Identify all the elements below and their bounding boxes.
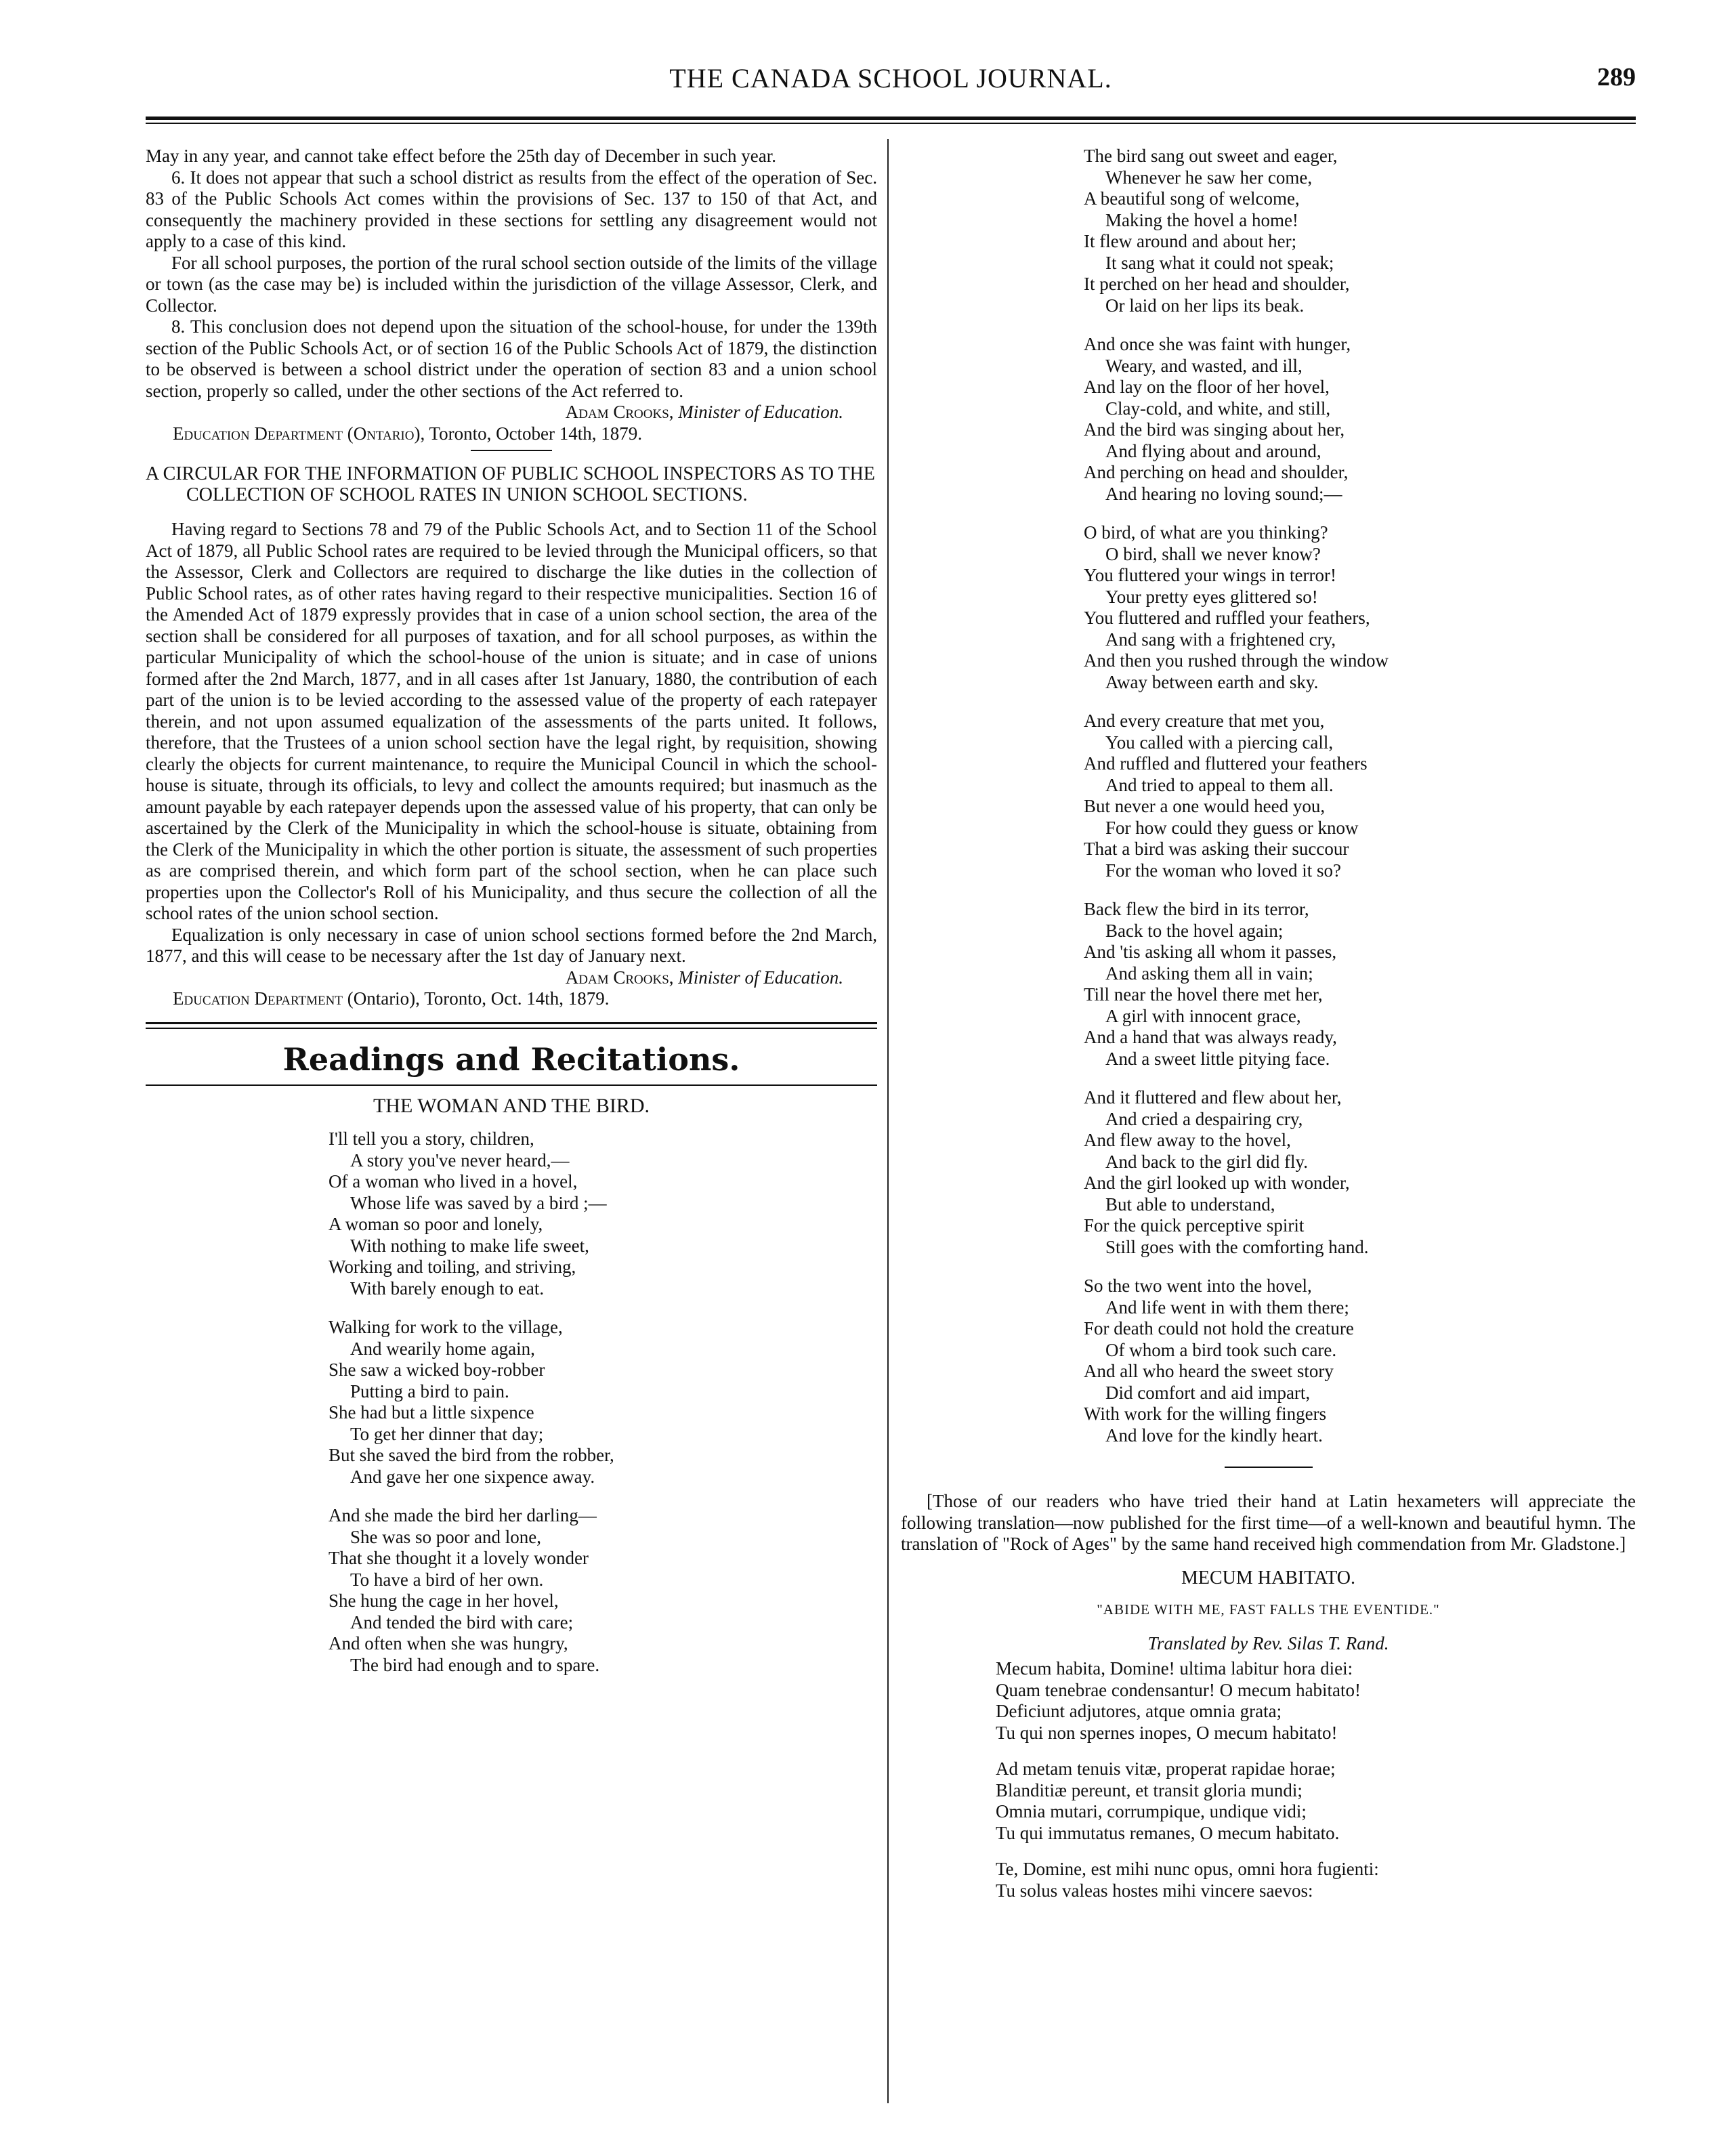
left-column bbox=[146, 146, 877, 1693]
stanza: Ad metam tenuis vitæ, properat rapidae horae; Blanditiæ pereunt, et transit gloria mundi; Omnia mutari, corrumpique, undique vidi; Tu qui immutatus remanes, O mecum habitato. bbox=[996, 1758, 1340, 1843]
section-title: Readings and Recitations. bbox=[282, 1040, 740, 1078]
journal-title: THE CANADA SCHOOL JOURNAL. bbox=[669, 63, 1112, 93]
department-line-2: Education Department (Ontario), Toronto, Oct. 14th, 1879. bbox=[173, 988, 610, 1009]
header-rule-thin bbox=[146, 123, 1636, 124]
circular-paragraph-1: Having regard to Sections 78 and 79 of the Public Schools Act, and to Section 11 of the School Act of 1879, all Public School rates are required to be levied through the Municipal officers, so that the Assessor, Clerk and Collectors are required to discharge the like duties in the collection of Public School rates, as of other rates having regard to their respective municipalities. Section 16 of the Amended Act of 1879 expressly provides that in case of a union school section, the area of the section shall be considered for all purposes of taxation, and for all school purposes, as within the particular Municipality of which the school-house of the union is situate; and in case of unions formed after the 2nd March, 1877, and in all cases after 1st January, 1880, the contribution of each part of the union is to be levied according to the assessed value of the property of each ratepayer therein, and not upon assumed equalization of the assessments of the parts united. It follows, therefore, that the Trustees of a union school section have the legal right, by requisition, showing clearly the objects for current maintenance, to require the Municipal Council in which the school-house is situate, through its officials, to levy and collect the amounts required; but inasmuch as the amount payable by each ratepayer depends upon the assessed value of his property, that can only be ascertained by the Clerk of the Municipality in which the school-house is situate, obtaining from the Clerk of the Municipality in which the other portion is situate, the assessment of such properties as are comprised therein, and which form part of the school section, when he can place such properties upon the Collector's Roll of his Municipality, and thus secure the collection of all the school rates of the union school section. bbox=[146, 519, 877, 923]
stanza: And she made the bird her darling— She was so poor and lone, That she thought it a lovely wonder To have a bird of her own. She hung the cage in her hovel, And tended the bird with care; And often when she was hungry, The bird had enough and to spare. bbox=[329, 1505, 600, 1675]
section-rule-top bbox=[146, 1022, 877, 1024]
paragraph-continued: May in any year, and cannot take effect before the 25th day of December in such year. bbox=[146, 146, 777, 166]
poem-right bbox=[1084, 146, 1636, 1446]
stanza: And it fluttered and flew about her, And cried a despairing cry, And flew away to the hovel, And back to the girl did fly. And the girl looked up with wonder, But able to understand, For the quick perceptive spirit Still goes with the comforting hand. bbox=[1084, 1087, 1369, 1257]
paragraph-school-purposes: For all school purposes, the portion of the rural school section outside of the limits of the village or town (as the case may be) is included within the jurisdiction of the village Assessor, Clerk, and Collector. bbox=[146, 252, 877, 316]
stanza: And once she was faint with hunger, Weary, and wasted, and ill, And lay on the floor of her hovel, Clay-cold, and white, and still, And the bird was singing about her, And flying about and around, And perching on head and shoulder, And hearing no loving sound;— bbox=[1084, 334, 1351, 504]
section-rule-bottom bbox=[146, 1084, 877, 1086]
stanza: So the two went into the hovel, And life went in with them there; For death could not hold the creature Of whom a bird took such care. And all who heard the sweet story Did comfort and aid impart, With work for the willing fingers And love for the kindly heart. bbox=[1084, 1276, 1354, 1446]
signature-name: Adam Crooks, bbox=[565, 402, 674, 422]
latin-subtitle: "ABIDE WITH ME, FAST FALLS THE EVENTIDE." bbox=[1097, 1601, 1440, 1618]
signature-title: Minister of Education. bbox=[678, 402, 843, 422]
stanza: Walking for work to the village, And wearily home again, She saw a wicked boy-robber Putting a bird to pain. She had but a little sixpence To get her dinner that day; But she saved the bird from the robber, And gave her one sixpence away. bbox=[329, 1317, 614, 1487]
stanza: Back flew the bird in its terror, Back to the hovel again; And 'tis asking all whom it passes, And asking them all in vain; Till near the hovel there met her, A girl with innocent grace, And a hand that was always ready, And a sweet little pitying face. bbox=[1084, 899, 1337, 1069]
signature-1 bbox=[146, 402, 877, 423]
stanza: And every creature that met you, You called with a piercing call, And ruffled and fluttered your feathers And tried to appeal to them all. But never a one would heed you, For how could they guess or know That a bird was asking their succour For the woman who loved it so? bbox=[1084, 711, 1368, 881]
stanza: O bird, of what are you thinking? O bird, shall we never know? You fluttered your wings in terror! Your pretty eyes glittered so! You fluttered and ruffled your feathers, And sang with a frightened cry, And then you rushed through the window Away between earth and sky. bbox=[1084, 522, 1389, 692]
poem-left bbox=[329, 1129, 877, 1676]
right-column bbox=[901, 146, 1636, 1916]
header-rule-thick bbox=[146, 117, 1636, 120]
poem-title: THE WOMAN AND THE BIRD. bbox=[373, 1094, 650, 1117]
divider-short bbox=[471, 450, 552, 451]
latin-translator: Translated by Rev. Silas T. Rand. bbox=[1147, 1632, 1389, 1653]
stanza: I'll tell you a story, children, A story you've never heard,— Of a woman who lived in a hovel, Whose life was saved by a bird ;— A woman so poor and lonely, With nothing to make life sweet, Working and toiling, and striving, With barely enough to eat. bbox=[329, 1129, 607, 1299]
paragraph-6: 6. It does not appear that such a school district as results from the effect of the operation of Sec. 83 of the Public Schools Act comes within the provisions of Sec. 137 to 150 of that Act, and consequently the machinery provided in these sections for settling any disagreement would not apply to a case of this kind. bbox=[146, 167, 877, 251]
column-divider bbox=[887, 139, 889, 2103]
stanza: The bird sang out sweet and eager, Whenever he saw her come, A beautiful song of welcome, Making the hovel a home! It flew around and about her; It sang what it could not speak; It perched on her head and shoulder, Or laid on her lips its beak. bbox=[1084, 146, 1350, 316]
latin-title: MECUM HABITATO. bbox=[1181, 1567, 1356, 1588]
page-header bbox=[146, 62, 1636, 103]
page-number: 289 bbox=[1597, 63, 1636, 91]
stanza: Mecum habita, Domine! ultima labitur hora diei: Quam tenebrae condensantur! O mecum habitato! Deficiunt adjutores, atque omnia grata; Tu qui non spernes inopes, O mecum habitato! bbox=[996, 1658, 1361, 1743]
signature-2: Adam Crooks, Minister of Education. bbox=[565, 967, 843, 988]
circular-heading: A CIRCULAR FOR THE INFORMATION OF PUBLIC SCHOOL INSPECTORS AS TO THE COLLECTION OF SCHOOL RATES IN UNION SCHOOL SECTIONS. bbox=[146, 463, 875, 505]
divider-short bbox=[1225, 1467, 1313, 1468]
department-line-1: Education Department (Ontario), Toronto, October 14th, 1879. bbox=[173, 423, 643, 444]
latin-poem bbox=[996, 1658, 1636, 1901]
paragraph-8: 8. This conclusion does not depend upon the situation of the school-house, for under the 139th section of the Public Schools Act, or of section 16 of the Public Schools Act of 1879, the distinction to be observed is between a school district under the operation of section 83 and a union school section, properly so called, under the other sections of the Act referred to. bbox=[146, 316, 877, 401]
stanza: Te, Domine, est mihi nunc opus, omni hora fugienti: Tu solus valeas hostes mihi vincere saevos: bbox=[996, 1859, 1379, 1901]
section-rule-top-thin bbox=[146, 1028, 877, 1029]
latin-intro: [Those of our readers who have tried their hand at Latin hexameters will appreciate the following translation—now published for the first time—of a well-known and beautiful hymn. The translation of "Rock of Ages" by the same hand received high commendation from Mr. Gladstone.] bbox=[901, 1491, 1636, 1554]
circular-paragraph-2: Equalization is only necessary in case of union school sections formed before the 2nd March, 1877, and this will cease to be necessary after the 1st day of January next. bbox=[146, 924, 877, 966]
